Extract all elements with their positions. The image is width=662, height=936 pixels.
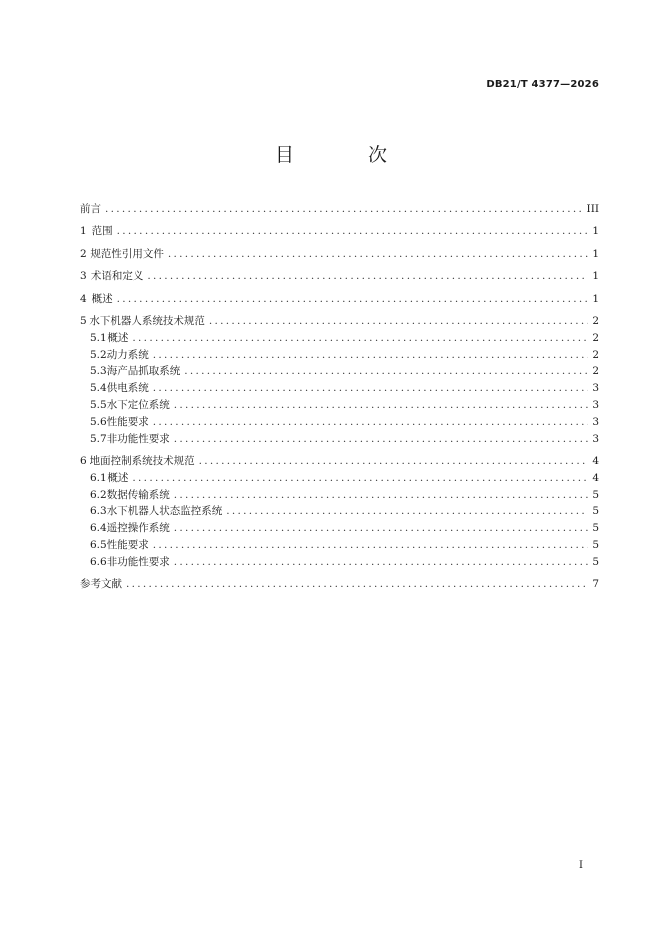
toc-entry[interactable]	[80, 363, 599, 380]
toc-entry-number: 3	[80, 270, 87, 283]
toc-entry-page: 3	[592, 432, 599, 445]
toc-entry-label: 性能要求	[106, 415, 149, 428]
dot-leader	[168, 246, 588, 263]
toc-entry-page: 2	[592, 314, 599, 327]
toc-entry-label: 性能要求	[106, 538, 149, 551]
toc-entry-page: 7	[592, 578, 599, 591]
toc-entry-label: 水下机器人状态监控系统	[106, 505, 223, 518]
dot-leader	[117, 291, 589, 308]
toc-entry-label: 前言	[80, 203, 101, 215]
toc-entry[interactable]	[80, 470, 599, 487]
toc-entry-label: 术语和定义	[90, 270, 144, 283]
toc-entry-number: 6.4	[90, 522, 107, 535]
dot-leader	[174, 520, 589, 537]
toc-entry[interactable]	[80, 453, 599, 470]
toc-entry-number: 6.2	[90, 488, 107, 501]
toc-entry[interactable]	[80, 554, 599, 571]
toc-entry-page: 1	[592, 247, 599, 260]
toc-entry[interactable]	[80, 576, 599, 593]
toc-entry-label: 水下定位系统	[106, 398, 170, 411]
toc-entry-number: 6.6	[90, 555, 107, 568]
dot-leader	[174, 487, 589, 504]
toc-entry[interactable]	[80, 246, 599, 263]
dot-leader	[132, 470, 588, 487]
toc-entry[interactable]	[80, 431, 599, 448]
toc-entry-label: 非功能性要求	[106, 432, 170, 445]
toc-entry-page: 2	[592, 348, 599, 361]
dot-leader	[105, 201, 583, 218]
toc-entry-label: 范围	[91, 225, 113, 238]
toc-entry-number: 5.6	[90, 415, 107, 428]
toc-entry-number: 5.7	[90, 432, 107, 445]
page-title: 目 次	[274, 144, 422, 166]
toc-entry-page: 3	[592, 415, 599, 428]
toc-entry[interactable]	[80, 330, 599, 347]
toc-entry[interactable]	[80, 397, 599, 414]
toc-entry-number: 5.4	[90, 382, 107, 395]
toc-entry-label: 供电系统	[106, 382, 149, 395]
toc-entry[interactable]	[80, 414, 599, 431]
toc-entry[interactable]	[80, 347, 599, 364]
toc-entry-page: 4	[592, 454, 599, 467]
toc-entry-number: 6.1	[90, 471, 107, 484]
toc-entry-page: 2	[592, 365, 599, 378]
dot-leader	[153, 347, 589, 364]
dot-leader	[153, 414, 589, 431]
dot-leader	[209, 313, 588, 330]
toc-entry-number: 5.3	[90, 365, 107, 378]
toc-entry-page: 5	[592, 555, 599, 568]
toc-entry-page: 3	[592, 382, 599, 395]
toc-entry-page: 5	[592, 538, 599, 551]
toc-entry-page: 5	[592, 488, 599, 501]
toc-entry-number: 5	[80, 314, 87, 327]
dot-leader	[153, 380, 589, 397]
dot-leader	[199, 453, 589, 470]
dot-leader	[132, 330, 588, 347]
toc-entry-page: 3	[592, 398, 599, 411]
toc-entry-number: 2	[80, 247, 87, 260]
toc-entry-label: 动力系统	[106, 348, 149, 361]
toc-entry[interactable]	[80, 380, 599, 397]
toc-entry-page: 5	[592, 505, 599, 518]
toc-entry-label: 概述	[107, 331, 129, 344]
toc-entry[interactable]	[80, 487, 599, 504]
toc-entry-page: 1	[592, 225, 599, 238]
table-of-contents	[80, 201, 599, 593]
toc-entry-page: 1	[592, 270, 599, 283]
dot-leader	[126, 576, 588, 593]
toc-entry-number: 5.2	[90, 348, 107, 361]
dot-leader	[174, 431, 589, 448]
toc-entry-number: 5.5	[90, 398, 107, 411]
toc-entry-number: 1	[80, 225, 87, 238]
dot-leader	[153, 537, 589, 554]
toc-entry[interactable]	[80, 201, 599, 218]
toc-entry-number: 6	[80, 454, 87, 467]
toc-entry-label: 水下机器人系统技术规范	[89, 314, 205, 327]
toc-entry-label: 数据传输系统	[106, 488, 170, 501]
toc-entry-number: 6.3	[90, 505, 107, 518]
toc-entry-page: III	[586, 203, 599, 215]
toc-entry-label: 海产品抓取系统	[106, 365, 181, 378]
page-number: I	[579, 860, 583, 871]
toc-entry[interactable]	[80, 503, 599, 520]
dot-leader	[226, 503, 588, 520]
toc-entry-number: 5.1	[90, 331, 107, 344]
toc-entry[interactable]	[80, 537, 599, 554]
toc-entry[interactable]	[80, 313, 599, 330]
toc-entry-page: 4	[592, 471, 599, 484]
toc-entry-label: 规范性引用文件	[90, 247, 164, 260]
dot-leader	[174, 397, 589, 414]
toc-entry-label: 参考文献	[80, 578, 122, 591]
toc-entry-label: 概述	[107, 471, 129, 484]
toc-entry-label: 遥控操作系统	[106, 522, 170, 535]
toc-entry-number: 6.5	[90, 538, 107, 551]
toc-entry-label: 概述	[91, 292, 113, 305]
dot-leader	[174, 554, 589, 571]
toc-entry-label: 非功能性要求	[106, 555, 170, 568]
toc-entry-page: 2	[592, 331, 599, 344]
dot-leader	[184, 363, 588, 380]
toc-entry[interactable]	[80, 291, 599, 308]
toc-entry[interactable]	[80, 268, 599, 285]
document-code: DB21/T 4377—2026	[486, 79, 599, 90]
toc-entry-page: 1	[592, 292, 599, 305]
toc-entry-number: 4	[80, 292, 87, 305]
toc-entry-label: 地面控制系统技术规范	[89, 454, 195, 467]
dot-leader	[117, 223, 589, 240]
toc-entry[interactable]	[80, 520, 599, 537]
toc-entry-page: 5	[592, 522, 599, 535]
dot-leader	[147, 268, 588, 285]
toc-entry[interactable]	[80, 223, 599, 240]
